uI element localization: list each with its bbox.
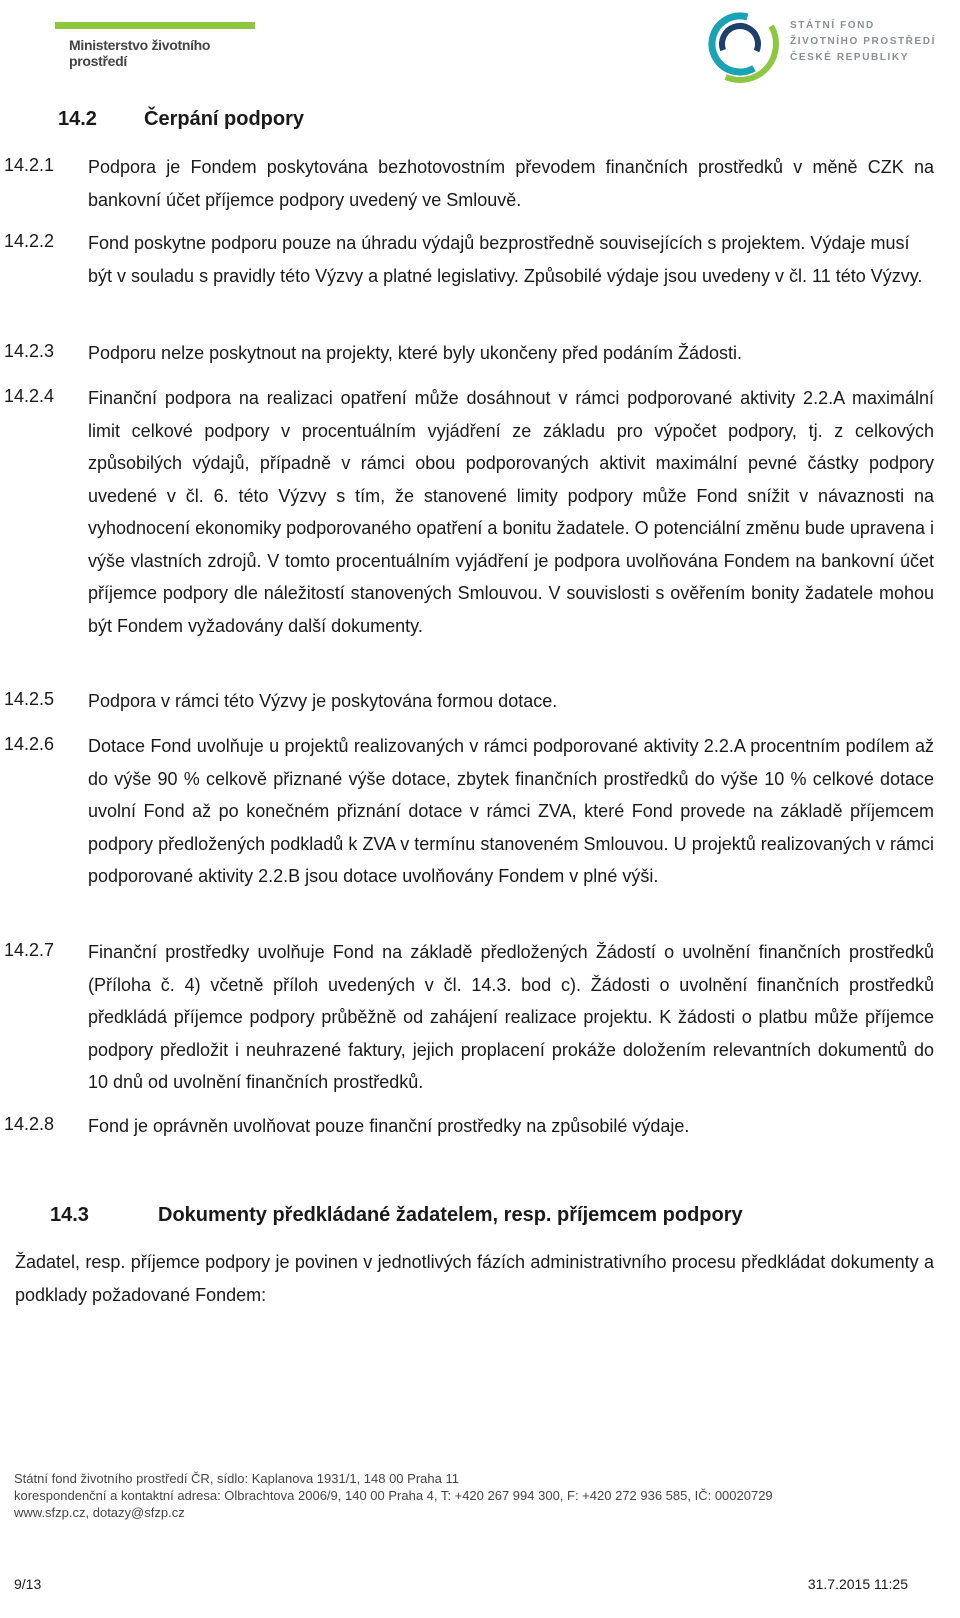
sfzp-logo — [700, 4, 940, 84]
section-number: 14.3 — [50, 1204, 89, 1226]
footer-web: www.sfzp.cz, dotazy@sfzp.cz — [14, 1505, 185, 1520]
item-text: Finanční prostředky uvolňuje Fond na základě předložených Žádostí o uvolnění finančních prostředků (Příloha č. 4) včetně příloh uvedených v čl. 14.3. bod c). Žádosti o uvolnění finančních prostředků předkládá příjemce podpory průběžně od zahájení realizace projektu. K žádosti o platbu může příjemce podpory předložit i neuhrazené faktury, jejich proplacení prokáže doložením relevantních dokumentů do 10 dnů od uvolnění finančních prostředků. — [88, 942, 934, 1092]
item-number: 14.2.8 — [4, 1114, 55, 1134]
item-number: 14.2.7 — [4, 940, 55, 960]
item-number: 14.2.3 — [4, 341, 55, 361]
item-number: 14.2.2 — [4, 231, 55, 251]
sfzp-logo-emblem-icon — [700, 4, 780, 84]
item-number: 14.2.6 — [4, 734, 55, 754]
item-text: Podpora v rámci této Výzvy je poskytována formou dotace. — [88, 691, 558, 711]
item-text: Dotace Fond uvolňuje u projektů realizovaných v rámci podporované aktivity 2.2.A procentním podílem až do výše 90 % celkově přiznané výše dotace, zbytek finančních prostředků do výše 10 % celkové dotace uvolní Fond až po konečném přiznání dotace v rámci ZVA, které Fond provede na základě příjemcem podpory předložených podkladů k ZVA v termínu stanoveném Smlouvou. U projektů realizovaných v rámci podporované aktivity 2.2.B jsou dotace uvolňovány Fondem v plné výši. — [88, 736, 934, 886]
item-number: 14.2.1 — [4, 155, 55, 175]
item-text: Fond poskytne podporu pouze na úhradu výdajů bezprostředně souvisejících s projektem. Výdaje musí být v souladu s pravidly této Výzvy a platné legislativy. Způsobilé výdaje jsou uvedeny v čl. 11 této Výzvy. — [88, 233, 923, 286]
item-number: 14.2.5 — [4, 689, 55, 709]
page-header — [0, 0, 960, 100]
ministry-logo-bar — [55, 22, 255, 29]
item-number: 14.2.4 — [4, 386, 55, 406]
ministry-logo — [55, 20, 265, 69]
ministry-logo-text: Ministerstvo životního prostředí — [69, 37, 211, 69]
section-number: 14.2 — [58, 108, 97, 130]
footer-address: Státní fond životního prostředí ČR, sídlo: Kaplanova 1931/1, 148 00 Praha 11 — [14, 1471, 459, 1486]
page-number: 9/13 — [14, 1576, 42, 1592]
item-text: Podpora je Fondem poskytována bezhotovostním převodem finančních prostředků v měně CZK na bankovní účet příjemce podpory uvedený ve Smlouvě. — [88, 157, 934, 210]
sfzp-logo-line: ČESKÉ REPUBLIKY — [790, 52, 910, 63]
footer-contact: korespondenční a kontaktní adresa: Olbrachtova 2006/9, 140 00 Praha 4, T: +420 267 994 300, F: +420 272 936 585, IČ: 00020729 — [14, 1488, 773, 1503]
print-datetime: 31.7.2015 11:25 — [807, 1576, 908, 1592]
item-text: Finanční podpora na realizaci opatření může dosáhnout v rámci podporované aktivity 2.2.A maximální limit celkové podpory v procentuálním vyjádření ze základu pro výpočet podpory, tj. z celkových způsobilých výdajů, případně v rámci obou podporovaných aktivit maximální pevné částky podpory uvedené v čl. 6. této Výzvy s tím, že stanovené limity podpory může Fond snížit v návaznosti na vyhodnocení ekonomiky podporovaného opatření a bonitu žadatele. O potenciální změnu bude upravena i výše vlastních zdrojů. V tomto procentuálním vyjádření je podpora uvolňována Fondem na bankovní účet příjemce podpory dle náležitostí stanovených Smlouvou. V souvislosti s ověřením bonity žadatele mohou být Fondem vyžadovány další dokumenty. — [88, 388, 934, 636]
sfzp-logo-text — [790, 18, 936, 66]
section-intro: Žadatel, resp. příjemce podpory je povinen v jednotlivých fázích administrativního procesu předkládat dokumenty a podklady požadované Fondem: — [15, 1252, 934, 1305]
sfzp-logo-line: STÁTNÍ FOND — [790, 20, 875, 31]
page-footer — [14, 1470, 773, 1521]
sfzp-logo-line: ŽIVOTNÍHO PROSTŘEDÍ — [790, 36, 936, 47]
section-title: Dokumenty předkládané žadatelem, resp. příjemcem podpory — [158, 1204, 743, 1226]
item-text: Fond je oprávněn uvolňovat pouze finanční prostředky na způsobilé výdaje. — [88, 1116, 690, 1136]
section-title: Čerpání podpory — [144, 108, 305, 130]
item-text: Podporu nelze poskytnout na projekty, které byly ukončeny před podáním Žádosti. — [88, 343, 743, 363]
